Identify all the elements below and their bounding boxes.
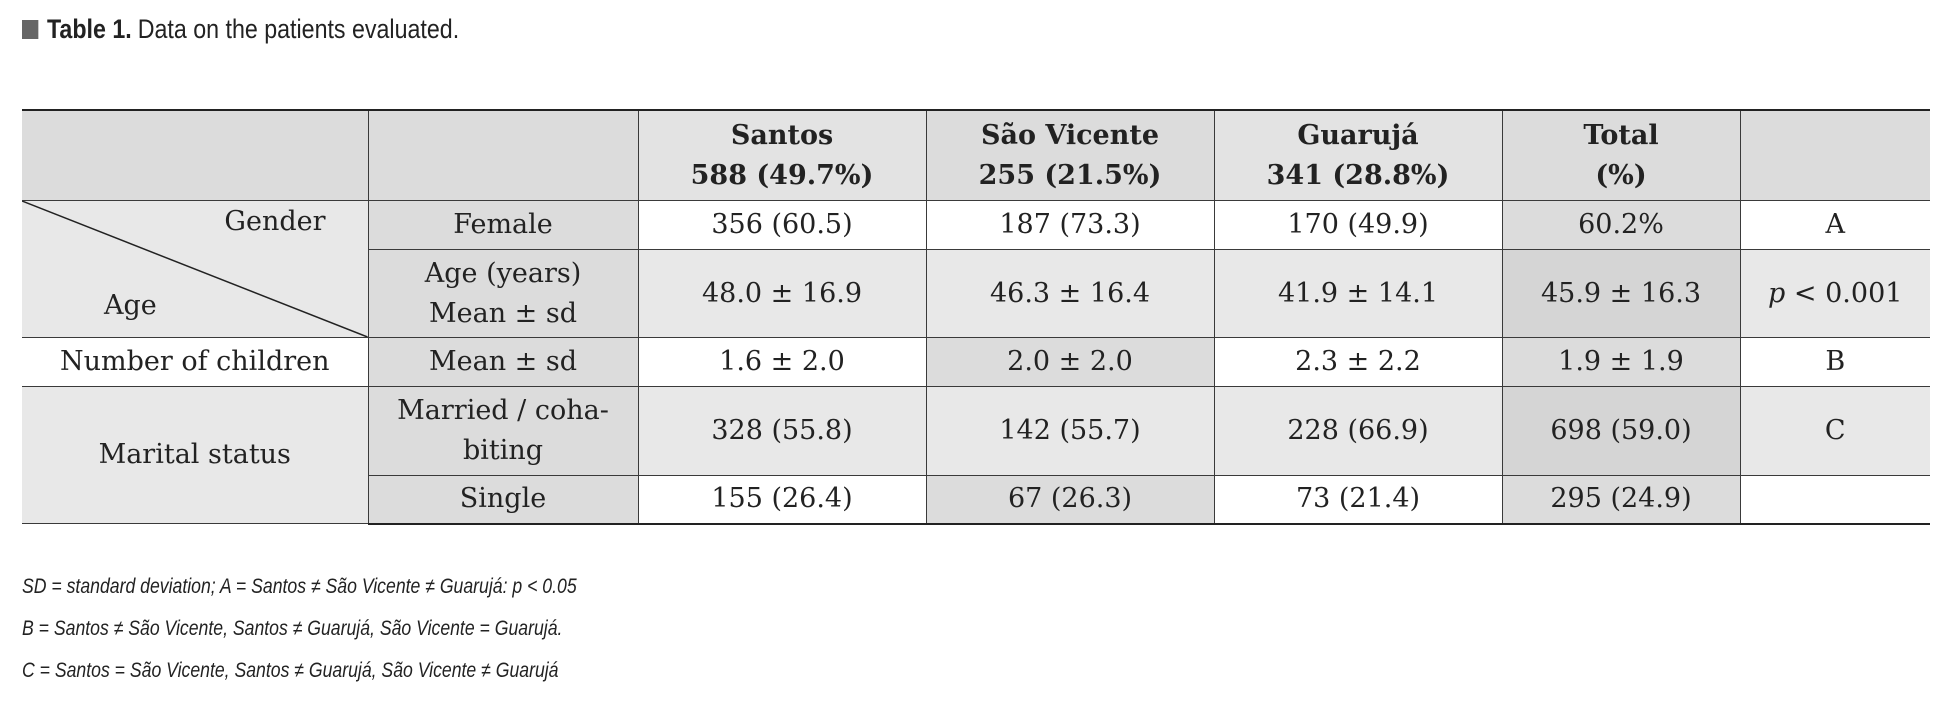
cell-guaruja: 41.9 ± 14.1 bbox=[1214, 250, 1502, 338]
row-label-married-line1: Married / coha- bbox=[397, 395, 609, 426]
table-header-row bbox=[22, 110, 1930, 201]
patients-table bbox=[22, 109, 1930, 525]
row-label-children: Mean ± sd bbox=[368, 338, 638, 387]
table-row bbox=[22, 201, 1930, 250]
row-label-age-line1: Age (years) bbox=[424, 257, 582, 289]
cell-test: C bbox=[1740, 387, 1930, 476]
row-label-married bbox=[368, 387, 638, 476]
cell-test bbox=[1740, 476, 1930, 524]
cell-total: 1.9 ± 1.9 bbox=[1502, 338, 1740, 387]
cell-guaruja: 73 (21.4) bbox=[1214, 476, 1502, 524]
p-symbol: p bbox=[1768, 277, 1786, 309]
table-caption bbox=[22, 14, 459, 45]
header-guaruja bbox=[1214, 110, 1502, 201]
diagonal-age-label: Age bbox=[104, 290, 157, 321]
header-sao-vicente-name: São Vicente bbox=[980, 119, 1160, 151]
cell-guaruja: 170 (49.9) bbox=[1214, 201, 1502, 250]
cell-total: 295 (24.9) bbox=[1502, 476, 1740, 524]
p-value: < 0.001 bbox=[1785, 277, 1903, 309]
row-label-age bbox=[368, 250, 638, 338]
cell-santos: 48.0 ± 16.9 bbox=[638, 250, 926, 338]
header-sao-vicente bbox=[926, 110, 1214, 201]
cell-sao-vicente: 187 (73.3) bbox=[926, 201, 1214, 250]
row-label-married-line2: biting bbox=[462, 435, 544, 466]
cell-total: 45.9 ± 16.3 bbox=[1502, 250, 1740, 338]
header-sao-vicente-count: 255 (21.5%) bbox=[978, 159, 1162, 191]
row-head-children: Number of children bbox=[22, 338, 368, 387]
cell-guaruja: 2.3 ± 2.2 bbox=[1214, 338, 1502, 387]
header-empty-cell bbox=[22, 110, 368, 201]
table-footnotes bbox=[22, 566, 577, 692]
cell-test bbox=[1740, 250, 1930, 338]
header-santos-name: Santos bbox=[730, 119, 834, 151]
diagonal-gender-label: Gender bbox=[224, 206, 326, 237]
cell-sao-vicente: 46.3 ± 16.4 bbox=[926, 250, 1214, 338]
header-santos bbox=[638, 110, 926, 201]
cell-guaruja: 228 (66.9) bbox=[1214, 387, 1502, 476]
header-empty-cell bbox=[1740, 110, 1930, 201]
cell-santos: 1.6 ± 2.0 bbox=[638, 338, 926, 387]
footnote: C = Santos = São Vicente, Santos ≠ Guarujá, São Vicente ≠ Guarujá bbox=[22, 659, 559, 682]
cell-total: 698 (59.0) bbox=[1502, 387, 1740, 476]
table-row bbox=[22, 387, 1930, 476]
footnote: B = Santos ≠ São Vicente, Santos ≠ Guarujá, São Vicente = Guarujá. bbox=[22, 617, 563, 640]
row-head-marital: Marital status bbox=[22, 387, 368, 524]
header-total bbox=[1502, 110, 1740, 201]
caption-text: Data on the patients evaluated. bbox=[137, 14, 460, 44]
header-guaruja-count: 341 (28.8%) bbox=[1266, 159, 1450, 191]
row-label-age-line2: Mean ± sd bbox=[428, 297, 578, 329]
gender-age-diagonal-cell bbox=[22, 201, 368, 338]
header-total-name: Total bbox=[1583, 119, 1659, 151]
cell-santos: 356 (60.5) bbox=[638, 201, 926, 250]
cell-test: A bbox=[1740, 201, 1930, 250]
header-total-unit: (%) bbox=[1595, 159, 1647, 191]
caption-label: Table 1. bbox=[46, 14, 132, 44]
cell-sao-vicente: 2.0 ± 2.0 bbox=[926, 338, 1214, 387]
header-santos-count: 588 (49.7%) bbox=[690, 159, 874, 191]
header-empty-cell bbox=[368, 110, 638, 201]
table-row bbox=[22, 338, 1930, 387]
cell-santos: 328 (55.8) bbox=[638, 387, 926, 476]
cell-santos: 155 (26.4) bbox=[638, 476, 926, 524]
caption-square-icon bbox=[22, 20, 38, 39]
row-label-single: Single bbox=[368, 476, 638, 524]
footnote: SD = standard deviation; A = Santos ≠ São Vicente ≠ Guarujá: p < 0.05 bbox=[22, 575, 577, 598]
row-label-female: Female bbox=[368, 201, 638, 250]
cell-total: 60.2% bbox=[1502, 201, 1740, 250]
cell-test: B bbox=[1740, 338, 1930, 387]
header-guaruja-name: Guarujá bbox=[1297, 119, 1419, 151]
cell-sao-vicente: 67 (26.3) bbox=[926, 476, 1214, 524]
cell-sao-vicente: 142 (55.7) bbox=[926, 387, 1214, 476]
